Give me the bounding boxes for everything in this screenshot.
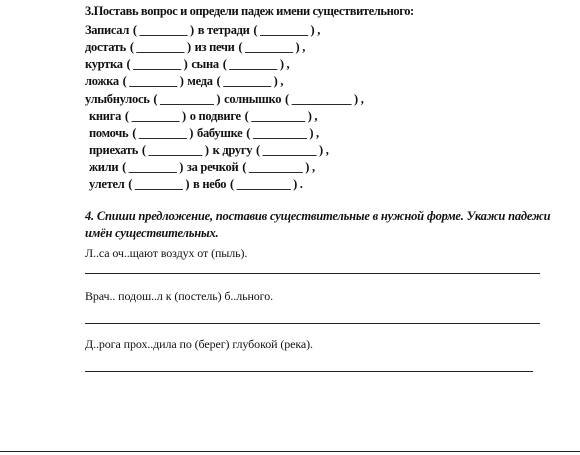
task3-row bbox=[89, 142, 330, 158]
row-word: ложка bbox=[85, 74, 119, 88]
row-blank: ( ________ ) bbox=[122, 74, 184, 88]
task3-row bbox=[89, 159, 316, 175]
row-blank: ( _________ ) , bbox=[255, 143, 329, 157]
task4-sentence: Врач.. подош..л к (постель) б..льного. bbox=[85, 289, 274, 303]
row-phrase: к другу bbox=[212, 143, 253, 157]
row-word: куртка bbox=[85, 57, 123, 71]
row-blank: ( ________ ) , bbox=[216, 74, 284, 88]
task3-row bbox=[85, 73, 284, 89]
row-word: приехать bbox=[89, 143, 139, 157]
row-blank: ( ________ ) bbox=[128, 177, 190, 191]
row-blank: ( ________ ) bbox=[122, 160, 184, 174]
row-blank: ( ________ ) , bbox=[222, 57, 290, 71]
task4-sentence: Л..са оч..щают воздух от (пыль). bbox=[85, 246, 248, 260]
task4-title: 4. Спиши предложение, поставив существительные в нужной форме. Укажи падежи имён существительных. bbox=[85, 209, 551, 240]
row-phrase: за речкой bbox=[186, 160, 239, 174]
row-blank: ( _________ ) , bbox=[244, 109, 318, 123]
task3-row bbox=[85, 22, 321, 38]
row-word: улыбнулось bbox=[85, 92, 150, 106]
task4-sentence: Д..рога прох..дила по (берег) глубокой (река). bbox=[85, 337, 313, 351]
row-word: улетел bbox=[89, 177, 125, 191]
row-blank: ( ________ ) , bbox=[253, 23, 321, 37]
row-blank: ( _________ ) bbox=[153, 92, 221, 106]
row-blank: ( ________ ) , bbox=[238, 40, 306, 54]
row-phrase: меда bbox=[187, 74, 213, 88]
row-blank: ( __________ ) , bbox=[285, 92, 364, 106]
row-word: жили bbox=[89, 160, 119, 174]
task3-row bbox=[85, 39, 306, 55]
row-word: помочь bbox=[89, 126, 129, 140]
task3-title: 3.Поставь вопрос и определи падеж имени существительного: bbox=[85, 4, 414, 18]
answer-line[interactable] bbox=[85, 273, 540, 274]
task3-row bbox=[89, 108, 318, 124]
row-blank: ( ________ ) bbox=[124, 109, 186, 123]
row-blank: ( _________ ) , bbox=[246, 126, 319, 140]
row-phrase: из печи bbox=[194, 40, 235, 54]
row-blank: ( _________ ) , bbox=[242, 160, 315, 174]
row-phrase: о подвиге bbox=[189, 109, 241, 123]
answer-line[interactable] bbox=[85, 323, 540, 324]
row-blank: ( ________ ) bbox=[129, 40, 191, 54]
row-word: достать bbox=[85, 40, 126, 54]
row-blank: ( ________ ) bbox=[126, 57, 188, 71]
row-phrase: сына bbox=[191, 57, 219, 71]
task3-row bbox=[85, 91, 365, 107]
row-blank: ( _________ ) . bbox=[230, 177, 303, 191]
row-word: Записал bbox=[85, 23, 130, 37]
task3-row bbox=[89, 176, 304, 192]
row-phrase: в небо bbox=[193, 177, 227, 191]
row-word: книга bbox=[89, 109, 122, 123]
task3-row bbox=[85, 56, 290, 72]
task3-row bbox=[89, 125, 320, 141]
row-blank: ( _________ ) bbox=[141, 143, 209, 157]
row-phrase: бабушке bbox=[197, 126, 243, 140]
row-blank: ( ________ ) bbox=[132, 126, 194, 140]
page-bottom-rule bbox=[0, 451, 580, 452]
row-phrase: солнышко bbox=[224, 92, 282, 106]
row-blank: ( ________ ) bbox=[132, 23, 194, 37]
answer-line[interactable] bbox=[85, 371, 533, 372]
row-phrase: в тетради bbox=[197, 23, 250, 37]
